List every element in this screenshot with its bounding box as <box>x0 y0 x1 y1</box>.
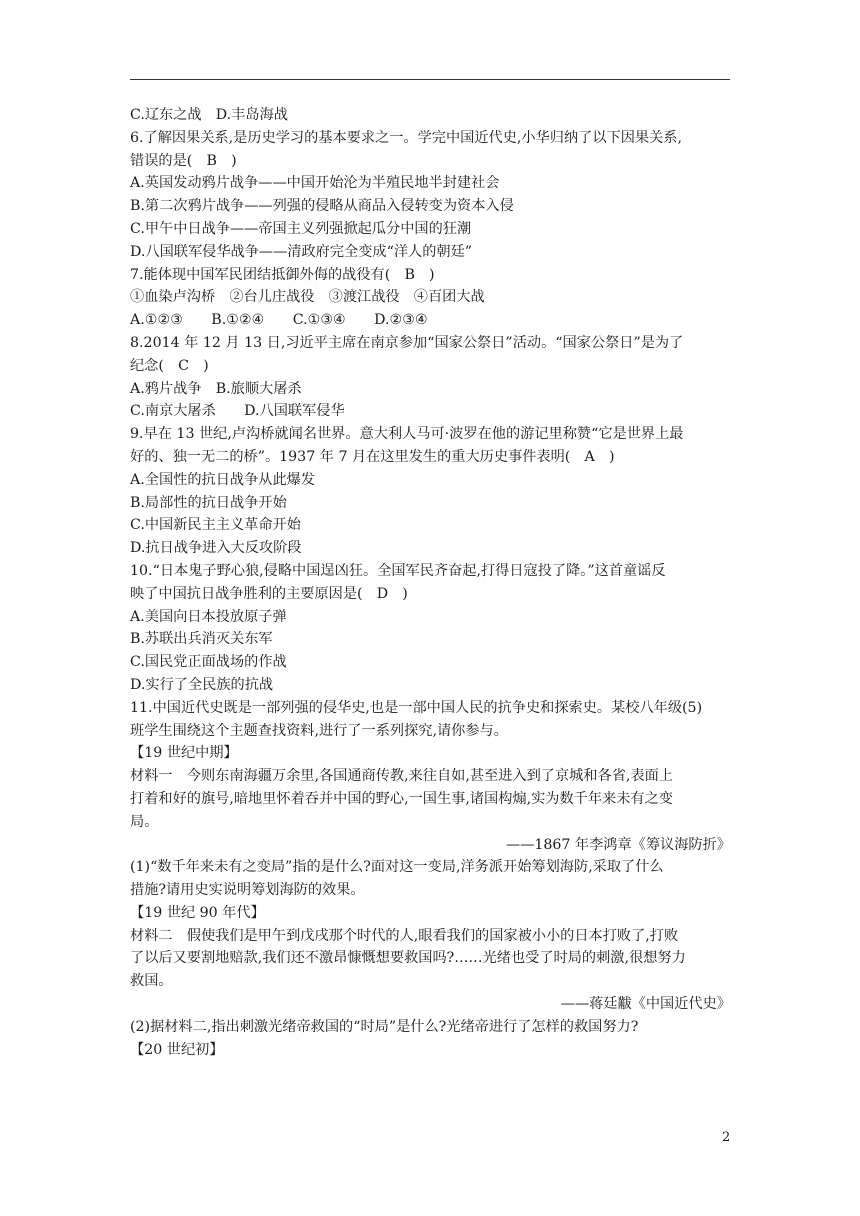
sub-question-2: (2)据材料二,指出刺激光绪帝救国的“时局”是什么?光绪帝进行了怎样的救国努力? <box>130 1018 639 1035</box>
section-heading: 【19 世纪 90 年代】 <box>130 904 265 921</box>
material-2-text-end: 救国。 <box>130 973 173 990</box>
question-9-option-d: D.抗日战争进入大反攻阶段 <box>130 540 302 557</box>
question-8-stem: 8.2014 年 12 月 13 日,习近平主席在南京参加“国家公祭日”活动。“国家公祭日”是为了 <box>130 334 684 351</box>
question-9-option-c: C.中国新民主主义革命开始 <box>130 517 301 534</box>
question-6-stem: 6.了解因果关系,是历史学习的基本要求之一。学完中国近代史,小华归纳了以下因果关系, <box>130 129 683 146</box>
question-6-option-a: A.英国发动鸦片战争——中国开始沦为半殖民地半封建社会 <box>130 175 500 192</box>
question-8-options-ab: A.鸦片战争 B.旅顺大屠杀 <box>130 380 302 397</box>
question-9-stem-cont: 好的、独一无二的桥”。1937 年 7 月在这里发生的重大历史事件表明( A ) <box>130 448 615 465</box>
question-10-option-a: A.美国向日本投放原子弹 <box>130 608 287 625</box>
question-10-stem-cont: 映了中国抗日战争胜利的主要原因是( D ) <box>130 585 408 602</box>
question-9-stem: 9.早在 13 世纪,卢沟桥就闻名世界。意大利人马可·波罗在他的游记里称赞“它是世界上最 <box>130 426 684 443</box>
question-11-stem-cont: 班学生围绕这个主题查找资料,进行了一系列探究,请你参与。 <box>130 722 508 739</box>
material-2-text: 材料二 假使我们是甲午到戊戌那个时代的人,眼看我们的国家被小小的日本打败了,打败 <box>130 927 679 944</box>
page-number: 2 <box>722 1130 731 1145</box>
question-6-option-d: D.八国联军侵华战争——清政府完全变成“洋人的朝廷” <box>130 243 473 260</box>
question-9-option-b: B.局部性的抗日战争开始 <box>130 494 287 511</box>
header-rule <box>130 79 730 80</box>
question-8-stem-cont: 纪念( C ) <box>130 357 209 374</box>
question-8-options-cd: C.南京大屠杀 D.八国联军侵华 <box>130 403 345 420</box>
question-11-stem: 11.中国近代史既是一部列强的侵华史,也是一部中国人民的抗争史和探索史。某校八年级(5) <box>130 699 703 716</box>
question-6-option-c: C.甲午中日战争——帝国主义列强掀起瓜分中国的狂潮 <box>130 220 472 237</box>
question-10-stem: 10.“日本鬼子野心狼,侵略中国逞凶狂。全国军民齐奋起,打得日寇投了降。”这首童谣反 <box>130 562 666 579</box>
material-2-text-cont: 了以后又要割地赔款,我们还不激昂慷慨想要救国吗?……光绪也受了时局的刺激,很想努力 <box>130 950 686 967</box>
question-9-option-a: A.全国性的抗日战争从此爆发 <box>130 471 316 488</box>
section-heading: 【20 世纪初】 <box>130 1041 224 1058</box>
question-10-option-d: D.实行了全民族的抗战 <box>130 676 274 693</box>
material-1-text-cont: 打着和好的旗号,暗地里怀着吞并中国的野心,一国生事,诸国构煽,实为数千年来未有之变 <box>130 790 673 807</box>
sub-question-1: (1)“数千年来未有之变局”指的是什么?面对这一变局,洋务派开始筹划海防,采取了什么 <box>130 859 664 876</box>
question-6-stem-cont: 错误的是( B ) <box>130 152 237 169</box>
question-10-option-c: C.国民党正面战场的作战 <box>130 654 287 671</box>
question-10-option-b: B.苏联出兵消灭关东军 <box>130 631 273 648</box>
material-1-source: ——1867 年李鸿章《筹议海防折》 <box>505 836 731 853</box>
material-1-text: 材料一 今则东南海疆万余里,各国通商传教,来往自如,甚至进入到了京城和各省,表面上 <box>130 768 673 785</box>
question-6-option-b: B.第二次鸦片战争——列强的侵略从商品入侵转变为资本入侵 <box>130 198 514 215</box>
question-7-options: A.①②③ B.①②④ C.①③④ D.②③④ <box>130 312 428 329</box>
question-7-stem: 7.能体现中国军民团结抵御外侮的战役有( B ) <box>130 266 435 283</box>
document-body <box>130 104 735 1061</box>
question-7-items: ①血染卢沟桥 ②台儿庄战役 ③渡江战役 ④百团大战 <box>130 289 485 306</box>
material-2-source: ——蒋廷黻《中国近代史》 <box>560 996 731 1013</box>
text-line: C.辽东之战 D.丰岛海战 <box>130 107 288 123</box>
material-1-text-end: 局。 <box>130 813 159 830</box>
section-heading: 【19 世纪中期】 <box>130 745 238 762</box>
sub-question-1-cont: 措施?请用史实说明筹划海防的效果。 <box>130 882 365 899</box>
